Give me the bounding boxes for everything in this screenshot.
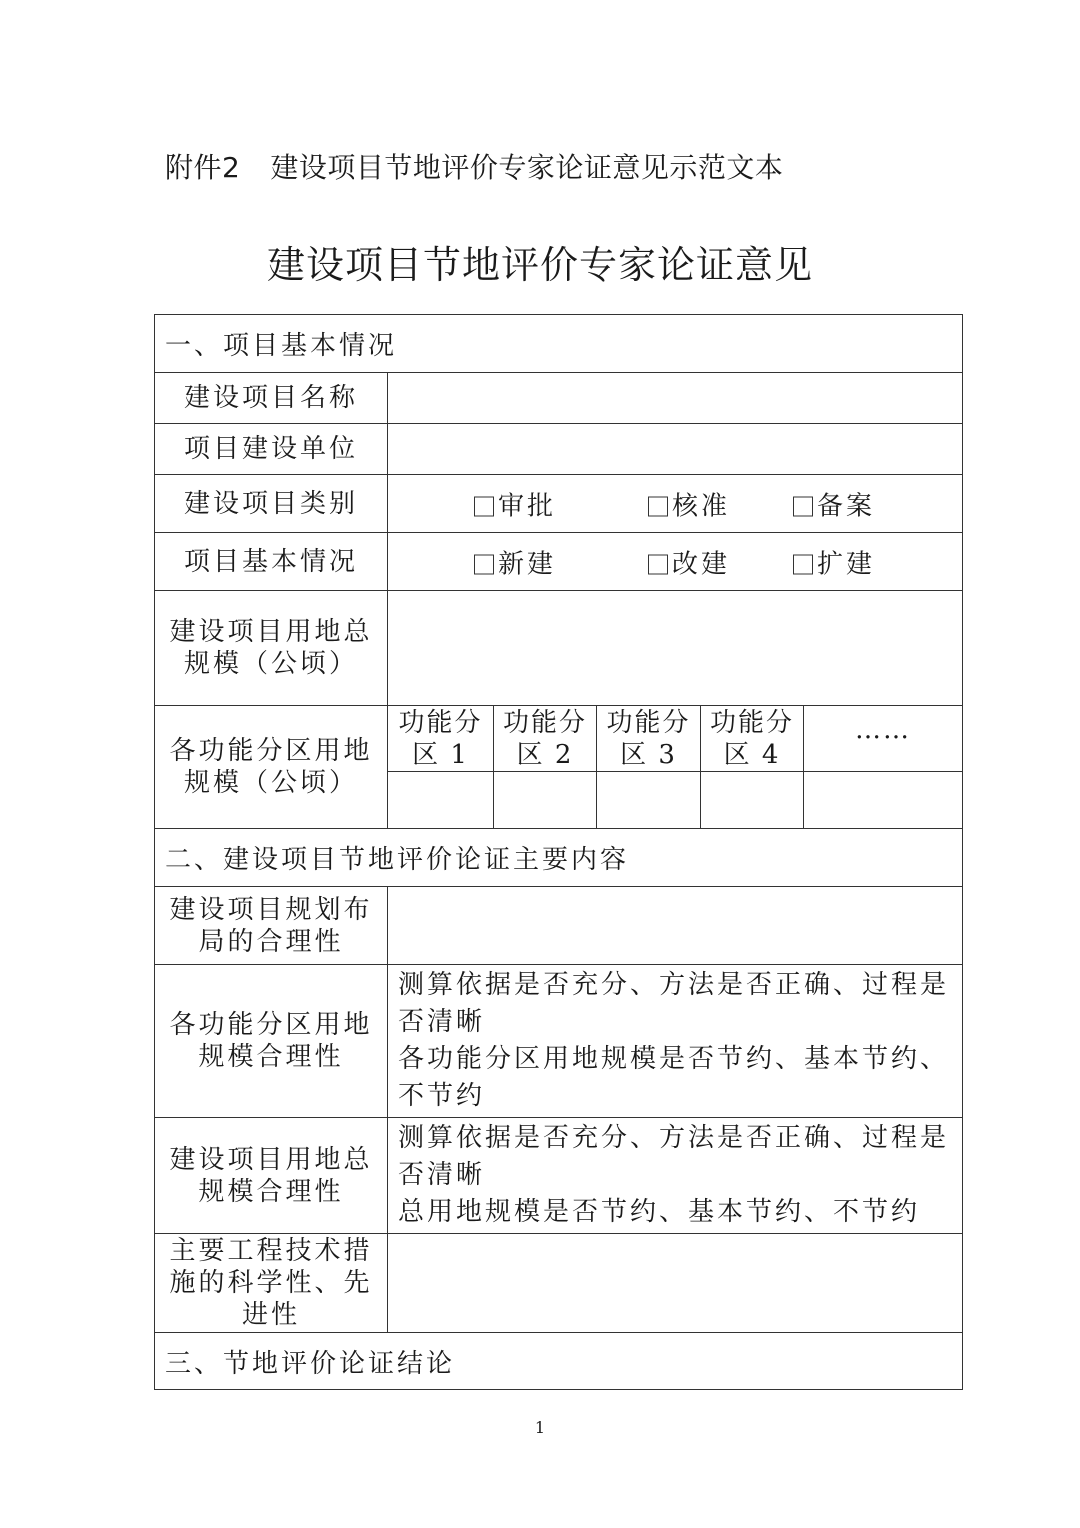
option-label: 审批 (498, 491, 557, 521)
total-area-field[interactable] (388, 591, 963, 706)
zone-3-value[interactable] (597, 772, 701, 829)
zone-rationality-line-1: 测算依据是否充分、方法是否正确、过程是否清晰 (398, 970, 950, 1037)
total-rationality-content (388, 1118, 963, 1234)
tech-measures-field[interactable] (388, 1234, 963, 1333)
basic-info-option-expand[interactable] (793, 543, 875, 580)
zone-rationality-label: 各功能分区用地规模合理性 (155, 965, 388, 1118)
section3-heading: 三、节地评价论证结论 (155, 1333, 963, 1390)
total-area-label: 建设项目用地总规模（公顷） (155, 591, 388, 706)
zone-2-header: 功能分区 2 (494, 706, 597, 772)
zone-4-value[interactable] (701, 772, 804, 829)
checkbox-icon[interactable] (648, 496, 668, 516)
category-option-filing[interactable] (793, 485, 875, 522)
basic-info-option-rebuild[interactable] (648, 543, 730, 580)
section1-heading: 一、项目基本情况 (155, 315, 963, 373)
project-name-field[interactable] (388, 373, 963, 424)
construction-unit-field[interactable] (388, 424, 963, 475)
layout-rationality-field[interactable] (388, 887, 963, 965)
total-rationality-line-2: 总用地规模是否节约、基本节约、不节约 (398, 1197, 921, 1227)
project-name-label: 建设项目名称 (155, 373, 388, 424)
zone-2-value[interactable] (494, 772, 597, 829)
total-rationality-line-1: 测算依据是否充分、方法是否正确、过程是否清晰 (398, 1123, 950, 1190)
zone-4-header: 功能分区 4 (701, 706, 804, 772)
zone-rationality-content (388, 965, 963, 1118)
zone-1-value[interactable] (388, 772, 494, 829)
zone-3-header: 功能分区 3 (597, 706, 701, 772)
attachment-header (165, 146, 783, 186)
category-option-approval[interactable] (474, 485, 556, 522)
zone-area-label: 各功能分区用地规模（公顷） (155, 706, 388, 829)
basic-info-options (388, 533, 963, 591)
zone-rationality-line-2: 各功能分区用地规模是否节约、基本节约、不节约 (398, 1044, 950, 1111)
layout-rationality-label: 建设项目规划布局的合理性 (155, 887, 388, 965)
total-rationality-label: 建设项目用地总规模合理性 (155, 1118, 388, 1234)
checkbox-icon[interactable] (793, 554, 813, 574)
zone-1-header: 功能分区 1 (388, 706, 494, 772)
category-options (388, 475, 963, 533)
category-label: 建设项目类别 (155, 475, 388, 533)
section2-heading: 二、建设项目节地评价论证主要内容 (155, 829, 963, 887)
zone-more-header: …… (804, 706, 963, 772)
basic-info-label: 项目基本情况 (155, 533, 388, 591)
page-number: 1 (534, 1418, 546, 1437)
attachment-label: 附件2 (165, 151, 241, 184)
checkbox-icon[interactable] (474, 554, 494, 574)
option-label: 扩建 (817, 549, 876, 579)
checkbox-icon[interactable] (474, 496, 494, 516)
tech-measures-label: 主要工程技术措施的科学性、先进性 (155, 1234, 388, 1333)
option-label: 备案 (817, 491, 876, 521)
option-label: 改建 (672, 549, 731, 579)
option-label: 核准 (672, 491, 731, 521)
evaluation-form (154, 314, 963, 1390)
option-label: 新建 (498, 549, 557, 579)
attachment-title: 建设项目节地评价专家论证意见示范文本 (270, 151, 784, 184)
construction-unit-label: 项目建设单位 (155, 424, 388, 475)
zone-more-value[interactable] (804, 772, 963, 829)
basic-info-option-new[interactable] (474, 543, 556, 580)
category-option-verification[interactable] (648, 485, 730, 522)
document-title: 建设项目节地评价专家论证意见 (266, 243, 813, 287)
checkbox-icon[interactable] (648, 554, 668, 574)
checkbox-icon[interactable] (793, 496, 813, 516)
